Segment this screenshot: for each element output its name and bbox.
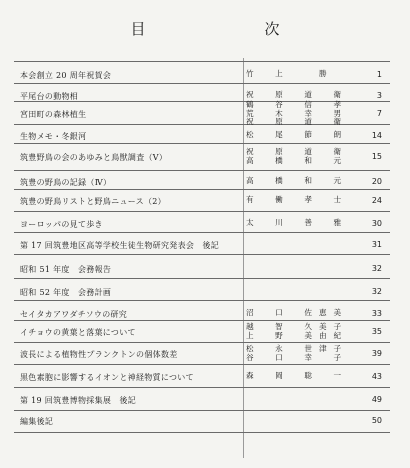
entry-title: 筑豊の野鳥の記録（Ⅳ） [20,178,112,187]
row-divider [14,83,390,84]
author-name: 森 岡 聡 一 [246,371,349,380]
entry-authors [246,101,348,127]
entry-authors [246,345,348,362]
row-divider [14,364,390,365]
row-divider [14,170,390,171]
page-number: 15 [371,152,382,161]
page-number: 31 [371,240,382,249]
entry-title: 本会創立 20 周年祝賀会 [20,71,112,80]
entry-authors [246,309,348,318]
entry-title: 筑豊野鳥の会のあゆみと鳥獣調査（Ⅴ） [20,153,168,162]
entry-authors [246,323,348,340]
row-divider [14,300,390,301]
author-name: 鶴 谷 信 孝 [246,100,349,109]
author-name: 松 尾 節 朗 [246,130,349,139]
row-divider [14,232,390,233]
row-divider [14,278,390,279]
entry-authors [246,131,348,140]
page-number: 35 [371,327,382,336]
author-name: 竹 上 勝 [246,69,334,78]
author-column-divider [243,58,244,458]
entry-title: 生物メモ・冬銀河 [20,132,87,141]
author-name: 沼 口 佐恵美 [246,308,349,317]
author-name: 松 永 世津子 [246,344,349,353]
page-number: 14 [371,131,382,140]
author-name: 有 働 孝 士 [246,195,349,204]
row-divider [14,254,390,255]
entry-authors [246,148,348,165]
page-number: 7 [376,109,382,118]
page-number: 20 [371,177,382,186]
entry-title: 黒色素胞に影響するイオンと神経物質について [20,373,194,382]
entry-title: 昭和 52 年度 会務計画 [20,288,112,297]
entry-title: 第 19 回筑豊博物採集展 後記 [20,396,137,405]
page-number: 33 [371,309,382,318]
author-name: 越 智 久美子 [246,322,349,331]
page-number: 1 [376,70,382,79]
entry-title: セイタカアワダチソウの研究 [20,310,128,319]
author-name: 高 橋 和 元 [246,176,349,185]
entry-authors [246,177,348,186]
entry-authors [246,70,334,79]
page-number: 50 [371,416,382,425]
page-number: 30 [371,219,382,228]
entry-authors [246,372,348,381]
row-divider [14,432,390,433]
page-title: 目 次 [130,20,332,38]
entry-title: 平尾台の動物相 [20,92,79,101]
entry-authors [246,91,348,100]
page-number: 43 [371,372,382,381]
author-name: 荒 木 幸 男 [246,108,349,118]
page-number: 24 [371,196,382,205]
entry-title: ヨーロッパの見て歩き [20,220,103,229]
row-divider [14,211,390,212]
entry-title: 第 17 回筑豊地区高等学校生徒生物研究発表会 後記 [20,241,220,250]
row-divider [14,410,390,411]
row-divider [14,342,390,343]
page-number: 32 [371,287,382,296]
entry-authors [246,196,348,205]
author-name: 太 川 善 雅 [246,218,349,227]
page-number: 3 [376,91,382,100]
author-name: 祝 原 道 衛 [246,147,349,156]
author-name: 上 野 美由紀 [246,330,349,340]
author-name: 祝 原 道 衛 [246,90,349,99]
entry-authors [246,219,348,228]
page-number: 49 [371,395,382,404]
entry-title: 昭和 51 年度 会務報告 [20,265,112,274]
row-divider [14,320,390,321]
row-divider [14,61,390,62]
page-number: 32 [371,264,382,273]
entry-title: イチョウの黄葉と落葉について [20,328,136,337]
page-number: 39 [371,349,382,358]
author-name: 谷 口 幸 子 [246,352,349,362]
entry-title: 編集後記 [20,417,54,426]
author-name: 祝 原 道 衛 [246,117,349,126]
entry-title: 筑豊の野鳥リストと野鳥ニュース（2） [20,197,166,206]
row-divider [14,189,390,190]
entry-title: 宮田町の森林植生 [20,110,87,119]
row-divider [14,143,390,144]
row-divider [14,387,390,388]
entry-title: 波長による植物性プランクトンの個体数差 [20,350,178,359]
author-name: 高 橋 和 元 [246,155,349,165]
